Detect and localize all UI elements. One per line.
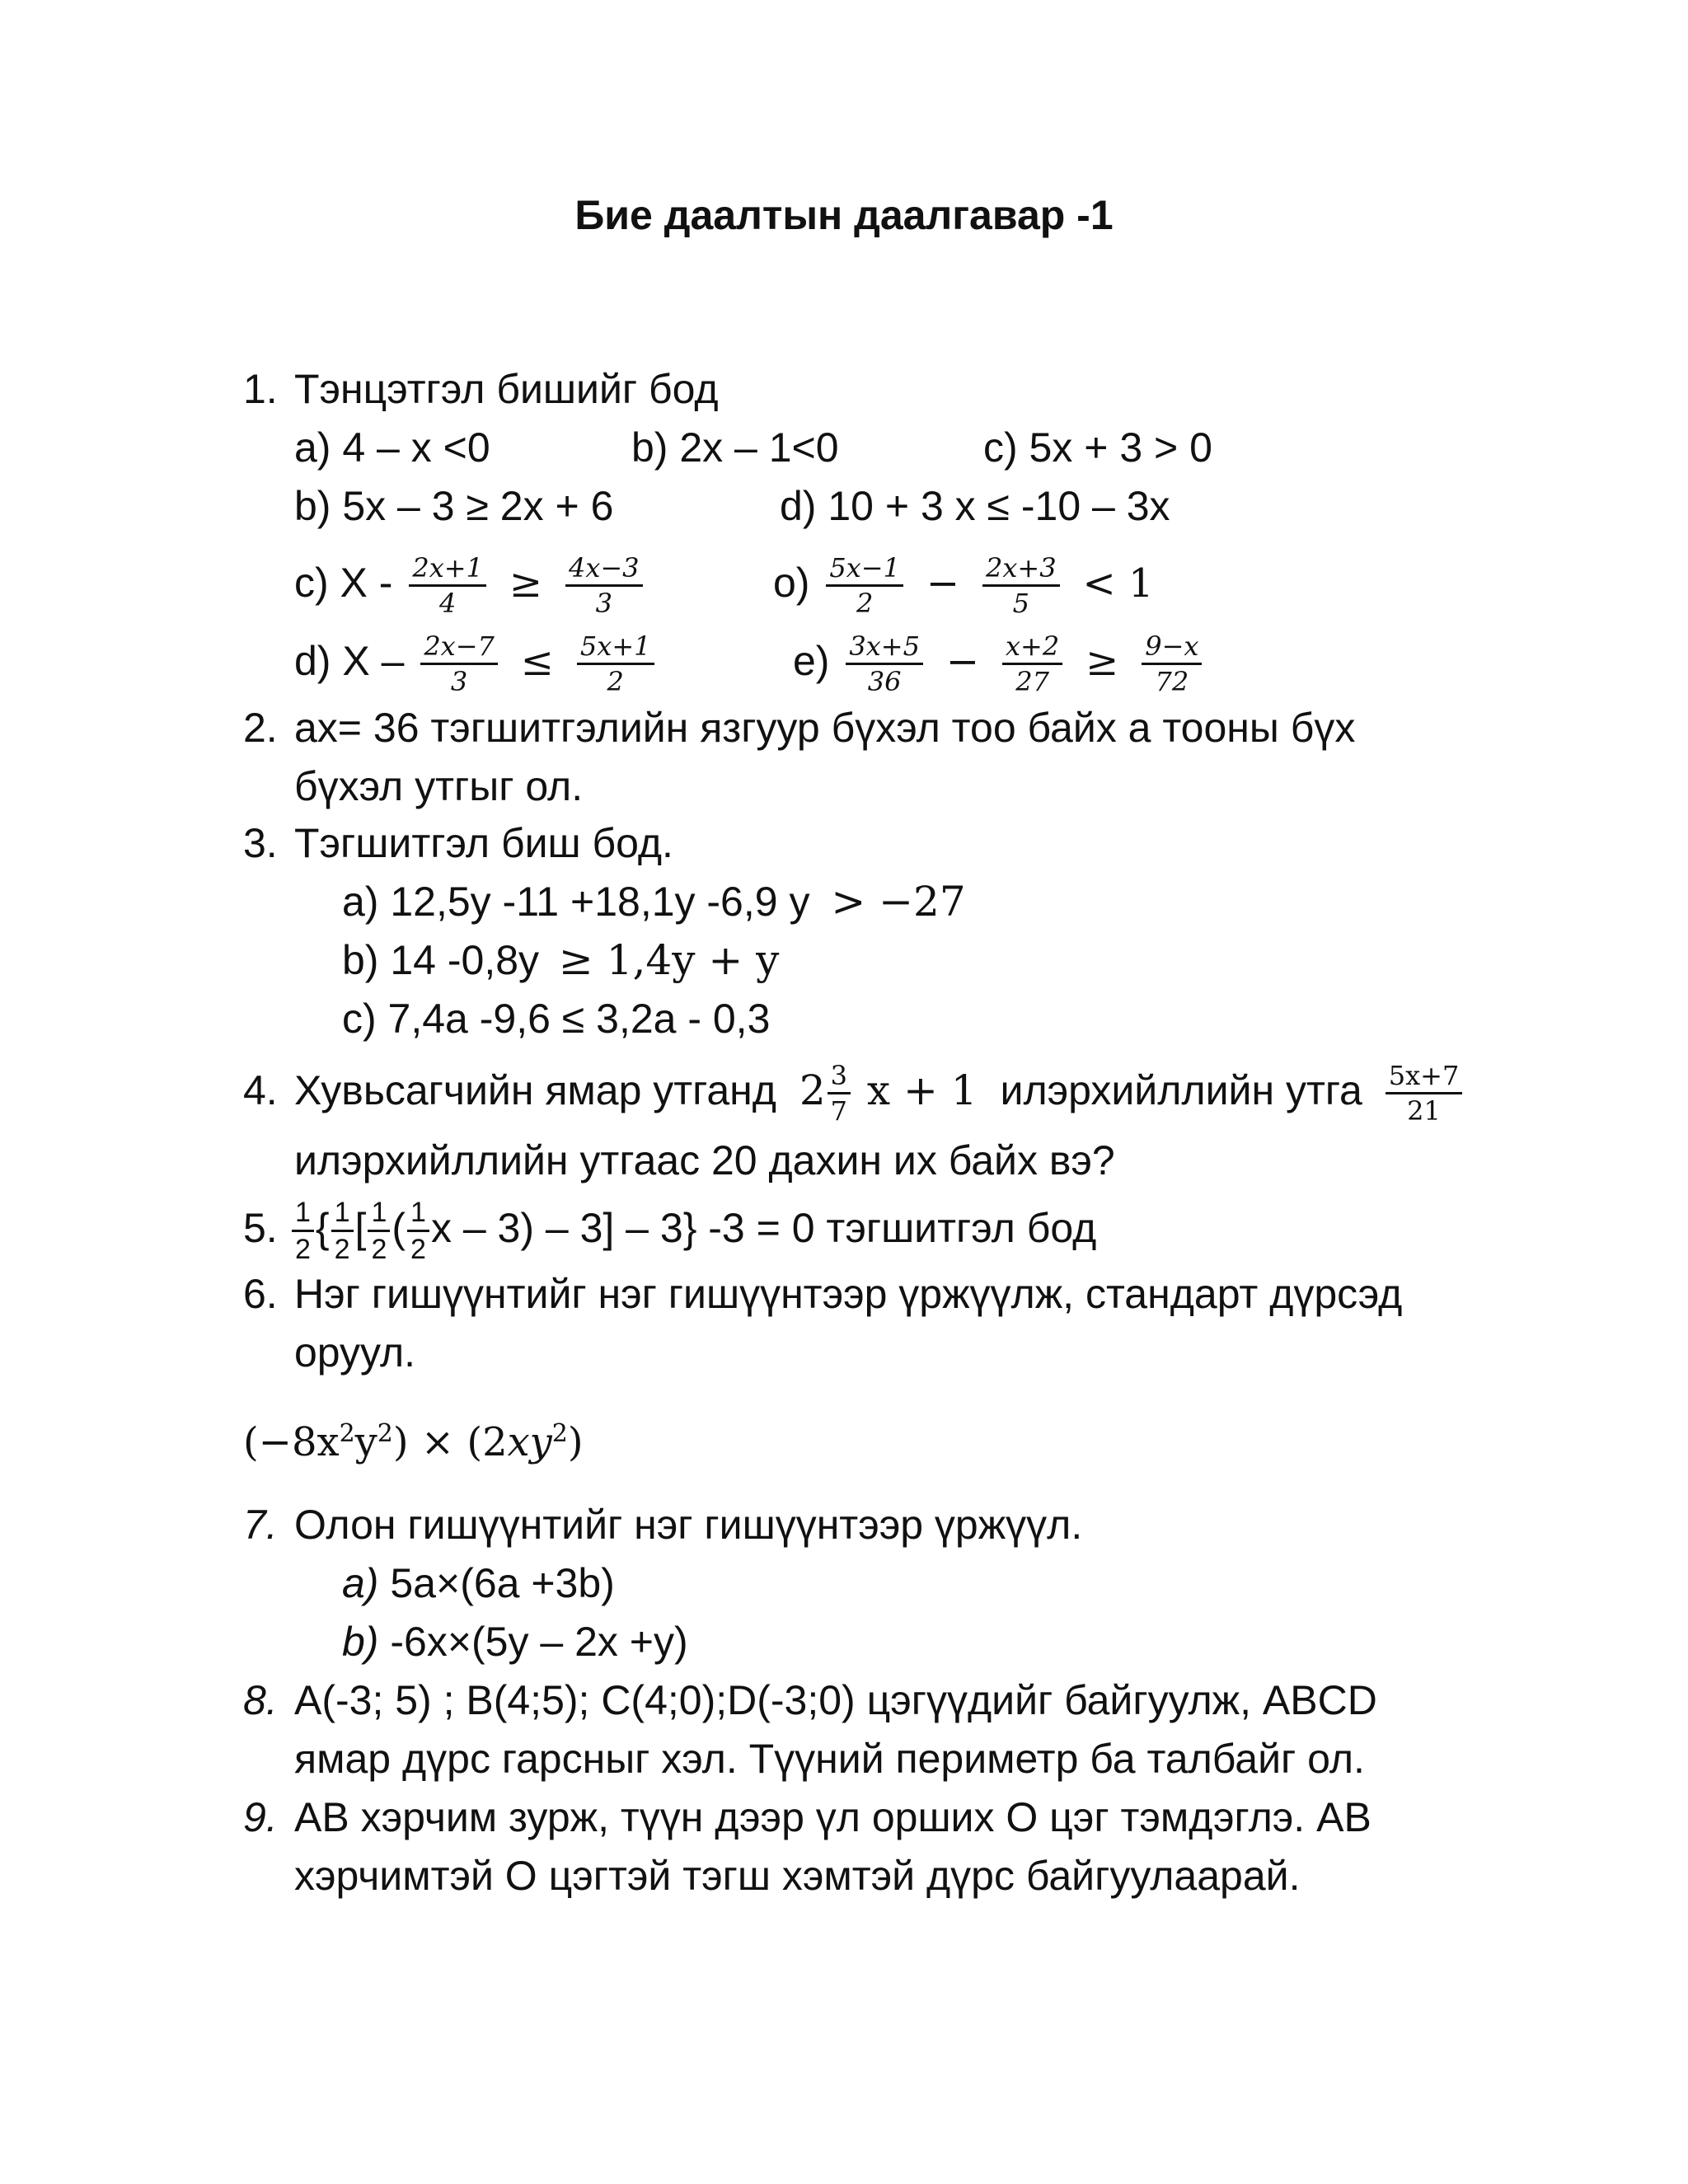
q1-row-4-d: [294, 624, 659, 698]
question-text: AB хэрчим зурж, түүн дээр үл орших O цэг тэмдэглэ. AB: [294, 1794, 1372, 1840]
expr-part: y: [354, 1419, 377, 1465]
numerator: 9−x: [1142, 633, 1202, 665]
expr-part: (−8x: [243, 1419, 340, 1465]
denominator: 2: [856, 588, 874, 620]
denominator: 72: [1155, 666, 1189, 698]
question-text: Нэг гишүүнтийг нэг гишүүнтээр үржүүлж, стандарт дүрсэд: [294, 1271, 1403, 1317]
exponent: 2: [551, 1419, 568, 1448]
q1-row-4-e: [793, 624, 1207, 698]
numerator: 5x+7: [1386, 1062, 1463, 1094]
denominator: 21: [1407, 1095, 1441, 1127]
numerator: 2x+1: [409, 555, 486, 587]
question-text: Олон гишүүнтийг нэг гишүүнтээр үржүүл.: [294, 1502, 1083, 1548]
q1-row-3-c: [294, 546, 648, 620]
inequality-label: c) X -: [294, 560, 393, 606]
fraction: [1386, 1060, 1463, 1127]
numerator: 5x−1: [826, 555, 903, 587]
denominator: 36: [867, 666, 902, 698]
page-title: Бие даалтын даалгавар -1: [574, 192, 1114, 238]
denominator: 3: [595, 588, 612, 620]
question-2-line-2: бүхэл утгыг ол.: [294, 763, 584, 809]
item-label: a): [342, 1560, 379, 1606]
relation-tail: < 1: [1082, 560, 1154, 607]
text-segment: Хувьсагчийн ямар утганд: [294, 1067, 776, 1113]
question-text: Тэгшитгэл биш бод.: [294, 820, 673, 866]
denominator: 3: [450, 666, 468, 698]
exponent: 2: [339, 1419, 355, 1448]
denominator: 2: [607, 666, 624, 698]
relation-symbol: ≤: [520, 639, 555, 685]
numerator: 1: [368, 1198, 390, 1232]
item-text: b) 14 -0,8y: [342, 937, 540, 983]
q1-row-1-a: a) 4 – x <0: [294, 424, 490, 471]
fraction: [577, 630, 654, 698]
relation-symbol: ≥: [1085, 639, 1119, 685]
denominator: 2: [295, 1234, 311, 1266]
fraction: [1142, 630, 1202, 698]
question-9-line-2: хэрчимтэй O цэгтэй тэгш хэмтэй дүрс байгуулаарай.: [294, 1853, 1301, 1899]
fraction: [565, 552, 643, 620]
question-number: 9.: [243, 1794, 278, 1840]
question-number: 2.: [243, 705, 278, 751]
relation-symbol: ≥: [509, 560, 543, 607]
fraction: [846, 630, 923, 698]
mixed-number-whole: 2: [799, 1066, 826, 1114]
q7-item-a: [342, 1558, 615, 1608]
fraction: [292, 1197, 314, 1266]
denominator: 4: [438, 588, 457, 620]
exponent: 2: [377, 1419, 393, 1448]
numerator: 2x+3: [982, 555, 1060, 587]
q3-item-b: [342, 935, 779, 985]
inequality-label: e): [793, 638, 830, 684]
fraction: [368, 1197, 390, 1266]
question-8-line-2: ямар дүрс гарсныг хэл. Түүний периметр ба талбайг ол.: [294, 1736, 1365, 1782]
equation-tail: x – 3) – 3] – 3} -3 = 0 тэгшитгэл бод: [430, 1205, 1097, 1251]
fraction: [407, 1197, 429, 1266]
denominator: 5: [1012, 588, 1029, 620]
question-number: 7.: [243, 1502, 278, 1548]
text-segment: илэрхийллийн утга: [1000, 1067, 1362, 1113]
question-4-line-2: илэрхийллийн утгаас 20 дахин их байх вэ?: [294, 1137, 1115, 1183]
fraction: [331, 1197, 354, 1266]
item-text: -6x×(5y – 2x +y): [390, 1619, 688, 1665]
numerator: 1: [292, 1198, 314, 1232]
item-label: b): [342, 1619, 379, 1665]
item-text: a) 12,5y -11 +18,1y -6,9 y: [342, 879, 810, 925]
question-number: 5.: [243, 1205, 278, 1251]
inequality-label: o): [773, 560, 810, 606]
question-number: 8.: [243, 1677, 278, 1723]
fraction: [409, 552, 486, 620]
question-number: 3.: [243, 820, 278, 866]
inequality-label: d) X –: [294, 638, 405, 684]
item-text: 5a×(6a +3b): [390, 1560, 615, 1606]
question-text: Тэнцэтгэл бишийг бод: [294, 366, 719, 412]
question-number: 4.: [243, 1067, 278, 1113]
open-bracket: [: [354, 1205, 367, 1251]
fraction: [1002, 630, 1062, 698]
q6-expression: [243, 1418, 584, 1467]
question-6-line-2: оруул.: [294, 1329, 416, 1376]
numerator: 3: [828, 1062, 851, 1094]
open-paren: (: [392, 1205, 406, 1251]
q1-row-2-b: b) 5x – 3 ≥ 2x + 6: [294, 483, 614, 529]
q3-item-c: c) 7,4a -9,6 ≤ 3,2a - 0,3: [342, 996, 771, 1042]
denominator: 2: [334, 1234, 350, 1266]
expr-part: xy: [507, 1419, 552, 1465]
denominator: 7: [830, 1095, 847, 1127]
question-text: A(-3; 5) ; B(4;5); C(4;0);D(-3;0) цэгүүдийг байгуулж, ABCD: [294, 1677, 1377, 1723]
numerator: 4x−3: [565, 555, 643, 587]
denominator: 2: [371, 1234, 387, 1266]
minus-symbol: −: [945, 639, 980, 685]
question-text-line-1: [294, 1053, 1467, 1127]
fraction: [826, 552, 903, 620]
q1-row-2-d: d) 10 + 3 x ≤ -10 – 3x: [780, 483, 1170, 529]
minus-symbol: −: [926, 560, 960, 607]
item-math: > −27: [831, 878, 966, 926]
numerator: 2x−7: [420, 633, 498, 665]
expression-tail: x + 1: [866, 1066, 978, 1114]
question-text: [290, 1191, 1096, 1265]
denominator: 2: [410, 1234, 426, 1266]
question-number: 1.: [243, 366, 278, 412]
numerator: x+2: [1002, 633, 1062, 665]
fraction: [982, 552, 1060, 620]
q3-item-a: [342, 877, 966, 926]
q1-row-1-c: c) 5x + 3 > 0: [983, 424, 1212, 471]
question-number: 6.: [243, 1271, 278, 1317]
expr-part: ): [567, 1419, 584, 1465]
numerator: 5x+1: [577, 633, 654, 665]
numerator: 1: [407, 1198, 429, 1232]
item-math: ≥ 1,4y + y: [558, 936, 780, 984]
question-text: ax= 36 тэгшитгэлийн язгуур бүхэл тоо байх а тооны бүх: [294, 705, 1356, 751]
numerator: 1: [331, 1198, 354, 1232]
fraction: [828, 1060, 851, 1127]
q1-row-3-o: [773, 546, 1160, 620]
q7-item-b: [342, 1617, 688, 1666]
expr-part: ) × (2: [392, 1419, 508, 1465]
fraction: [420, 630, 498, 698]
denominator: 27: [1015, 666, 1049, 698]
q1-row-1-b: b) 2x – 1<0: [631, 424, 839, 471]
open-brace: {: [315, 1205, 330, 1251]
numerator: 3x+5: [846, 633, 923, 665]
